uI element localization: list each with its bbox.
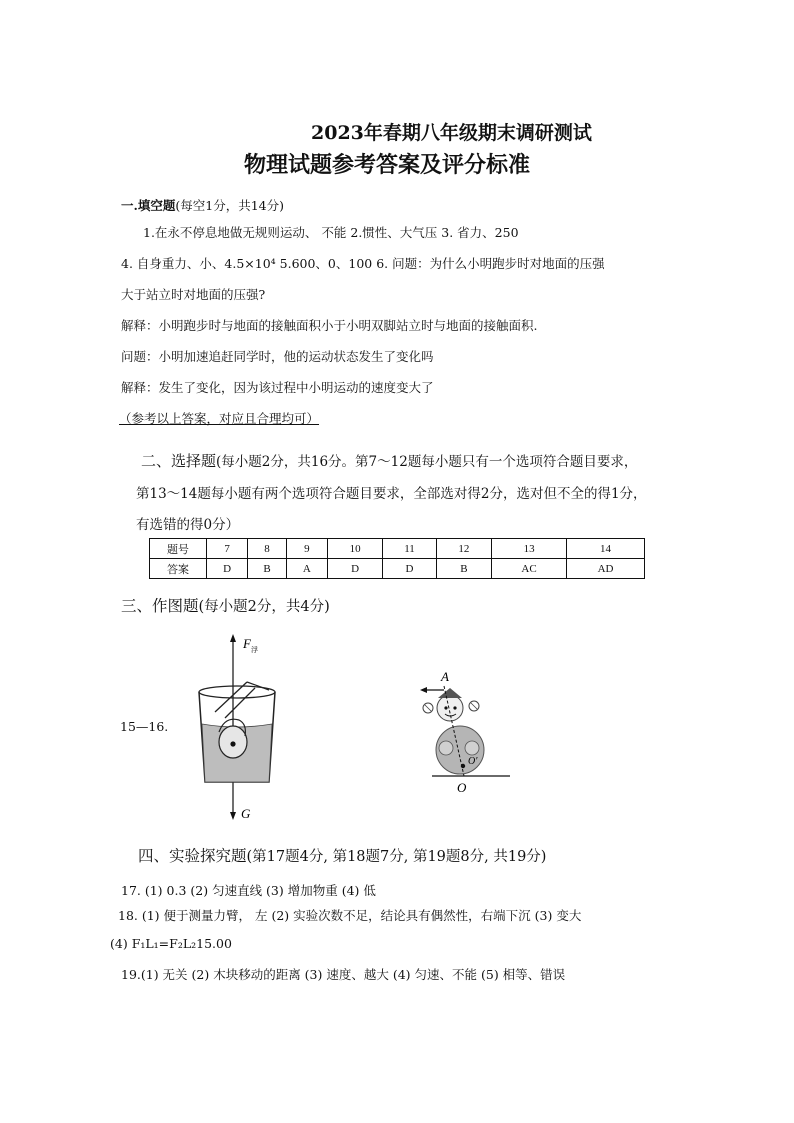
table-cell: 9 [286,539,327,559]
tumbler-figure [410,664,520,800]
table-row-numbers [150,539,645,559]
part3-heading-line [121,594,330,616]
q18-formula: F₁L₁=F₂L₂ [131,936,197,951]
table-cell: B [248,559,286,579]
part1-line5: 问题：小明加速追赶同学时，他的运动状态发生了变化吗 [121,349,434,364]
table-row-answers [150,559,645,579]
part1-note: （参考以上答案，对应且合理均可） [119,411,320,426]
part1-line1: 1.在永不停息地做无规则运动、 不能 2.惯性、大气压 3. 省力、250 [143,225,519,240]
table-cell: 14 [567,539,645,559]
q18-answer-line1: 18. (1) 便于测量力臂， 左 (2) 实验次数不足，结论具有偶然性，右端下沉 (3) 变大 [118,908,582,923]
part2-heading: 二、选择题 [141,452,217,470]
part3-question-label: 15—16. [120,719,169,734]
part4-heading-note: (第17题4分, 第18题7分, 第19题8分, 共19分) [246,849,547,865]
document-subtitle: 物理试题参考答案及评分标准 [244,152,531,178]
buoyancy-figure [185,632,295,822]
buoyancy-force-subscript: 浮 [251,646,258,654]
point-a-label: A [441,669,449,684]
q19-answer: 19.(1) 无关 (2) 木块移动的距离 (3) 速度、越大 (4) 匀速、不能 (5) 相等、错误 [121,967,566,982]
table-cell: D [327,559,382,579]
table-header-cell: 题号 [150,539,207,559]
part3-heading: 三、作图题 [121,597,199,615]
q17-answer: 17. (1) 0.3 (2) 匀速直线 (3) 增加物重 (4) 低 [121,883,376,898]
point-o-label: O [457,780,467,795]
part1-line3: 大于站立时对地面的压强? [121,287,266,302]
part2-line1: (每小题2分，共16分。第7～12题每小题只有一个选项符合题目要求， [216,454,638,470]
table-cell: 10 [327,539,382,559]
answer-table [149,538,645,579]
point-o-prime-label: O′ [468,756,478,767]
table-cell: AC [492,559,567,579]
table-cell: A [286,559,327,579]
buoyancy-force-label: F [243,636,251,651]
table-cell: B [436,559,491,579]
table-cell: D [207,559,248,579]
part2-line3: 有选错的得0分） [136,517,240,533]
table-cell: 8 [248,539,286,559]
table-cell: AD [567,559,645,579]
table-cell: D [383,559,436,579]
table-cell: 13 [492,539,567,559]
table-cell: 7 [207,539,248,559]
part1-line2: 4. 自身重力、小、4.5×10⁴ 5.600、0、100 6. 问题：为什么小明跑步时对地面的压强 [121,256,605,271]
part1-line4: 解释：小明跑步时与地面的接触面积小于小明双脚站立时与地面的接触面积. [121,318,538,333]
document-title: 2023年春期八年级期末调研测试 [311,122,592,144]
part1-line6: 解释：发生了变化，因为该过程中小明运动的速度变大了 [121,380,434,395]
part4-heading: 四、实验探究题 [138,847,247,865]
table-cell: 11 [383,539,436,559]
table-cell: 12 [436,539,491,559]
part1-heading-note: (每空1分，共14分) [175,198,284,213]
part2-line2: 第13～14题每小题有两个选项符合题目要求，全部选对得2分，选对但不全的得1分， [136,486,647,502]
part4-heading-line [138,844,546,866]
q18-value: 15.00 [196,936,232,951]
part2-heading-line [141,450,637,471]
part1-heading-line [121,196,284,214]
table-header-cell: 答案 [150,559,207,579]
gravity-force-label: G [241,806,251,821]
part1-heading: 一.填空题 [121,198,176,213]
q18-answer-line2 [110,936,232,951]
part3-heading-note: (每小题2分，共4分) [198,599,330,615]
q18-prefix: (4) [110,936,132,951]
